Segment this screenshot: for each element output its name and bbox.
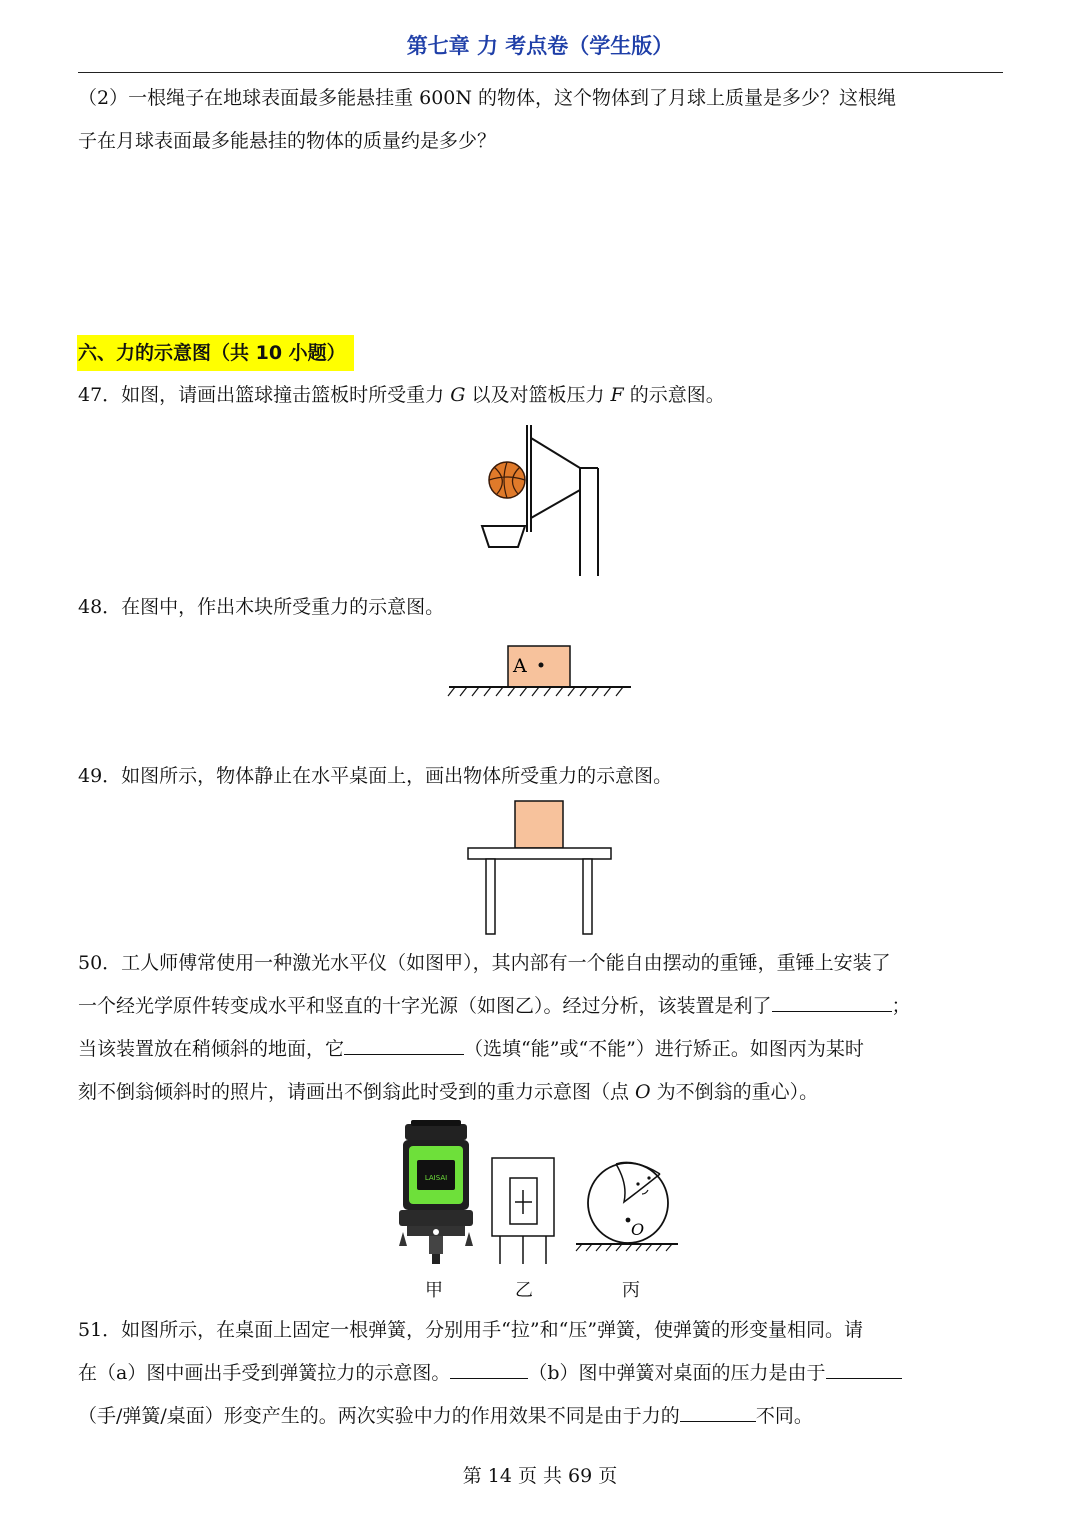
basketball-icon — [489, 462, 525, 498]
blank-a[interactable] — [450, 1356, 528, 1379]
block-on-ground-figure — [445, 643, 635, 703]
q47-var-f: F — [610, 384, 624, 406]
blank-force-factor[interactable] — [680, 1399, 756, 1422]
ground-hatching — [448, 687, 623, 696]
table-leg-right — [583, 859, 592, 934]
q50-line-3: 当该装置放在稍倾斜的地面，它 （选填“能”或“不能”）进行矫正。如图丙为某时 — [78, 1028, 1003, 1071]
q47-var-g: G — [450, 384, 466, 406]
support-arm-top — [531, 438, 580, 468]
caption-yi: 乙 — [515, 1280, 533, 1301]
q51-line-3: （手/弹簧/桌面）形变产生的。两次实验中力的作用效果不同是由于力的 不同。 — [78, 1395, 1003, 1438]
q51-line-1: 51．如图所示，在桌面上固定一根弹簧，分别用手“拉”和“压”弹簧，使弹簧的形变量相同。请 — [78, 1319, 864, 1341]
page-header-title: 第七章 力 考点卷（学生版） — [406, 34, 674, 58]
question-46-part-2 — [78, 77, 1003, 163]
block-on-table-figure — [465, 798, 615, 940]
table-top — [468, 848, 611, 859]
blank-can-correct[interactable] — [344, 1032, 464, 1055]
question-50 — [78, 942, 1003, 1114]
cross-light-figure — [490, 1156, 558, 1266]
device-tripod-mount — [429, 1236, 443, 1254]
question-51 — [78, 1309, 1003, 1438]
blank-deformation-source[interactable] — [826, 1356, 902, 1379]
basket-net — [482, 526, 525, 547]
block-label: A — [513, 655, 527, 677]
laser-level-figure — [395, 1120, 477, 1270]
question-48: 48．在图中，作出木块所受重力的示意图。 — [78, 596, 445, 618]
device-top — [405, 1124, 467, 1140]
q47-middle: 以及对篮板压力 — [465, 384, 611, 406]
tumbler-body — [588, 1163, 668, 1243]
support-arm-bottom — [531, 490, 580, 518]
center-label: O — [631, 1220, 645, 1239]
q50-line-2: 一个经光学原件转变成水平和竖直的十字光源（如图乙）。经过分析，该装置是利了 ； — [78, 985, 1003, 1028]
q47-prefix: 47．如图，请画出篮球撞击篮板时所受重力 — [78, 384, 451, 406]
ground-hatching — [576, 1244, 672, 1251]
center-of-gravity-o — [626, 1218, 631, 1223]
q50-line-4: 刻不倒翁倾斜时的照片，请画出不倒翁此时受到的重力示意图（点 O 为不倒翁的重心）。 — [78, 1081, 819, 1103]
basketball-figure — [470, 420, 610, 582]
section-heading: 六、力的示意图（共 10 小题） — [77, 335, 354, 371]
q46-line-1: （2）一根绳子在地球表面最多能悬挂重 600N 的物体，这个物体到了月球上质量是多少？这根绳 — [78, 87, 897, 109]
page-footer: 第 14 页 共 69 页 — [462, 1465, 618, 1487]
table-leg-left — [486, 859, 495, 934]
question-49: 49．如图所示，物体静止在水平桌面上，画出物体所受重力的示意图。 — [78, 765, 673, 787]
center-of-gravity-dot — [539, 663, 544, 668]
blank-principle[interactable] — [772, 989, 892, 1012]
q51-line-2: 在（a）图中画出手受到弹簧拉力的示意图。 （b）图中弹簧对桌面的压力是由于 — [78, 1352, 1003, 1395]
device-brand: LAISAI — [424, 1174, 448, 1182]
question-47 — [78, 374, 1003, 417]
caption-jia: 甲 — [425, 1280, 443, 1301]
q46-line-2: 子在月球表面最多能悬挂的物体的质量约是多少？ — [78, 130, 497, 152]
q50-line-1: 50．工人师傅常使用一种激光水平仪（如图甲），其内部有一个能自由摆动的重锤，重锤上安装了 — [78, 952, 891, 974]
object-block — [515, 801, 563, 848]
q47-suffix: 的示意图。 — [623, 384, 725, 406]
tumbler-figure — [572, 1150, 682, 1255]
caption-bing: 丙 — [622, 1280, 640, 1301]
header-divider — [78, 72, 1003, 73]
